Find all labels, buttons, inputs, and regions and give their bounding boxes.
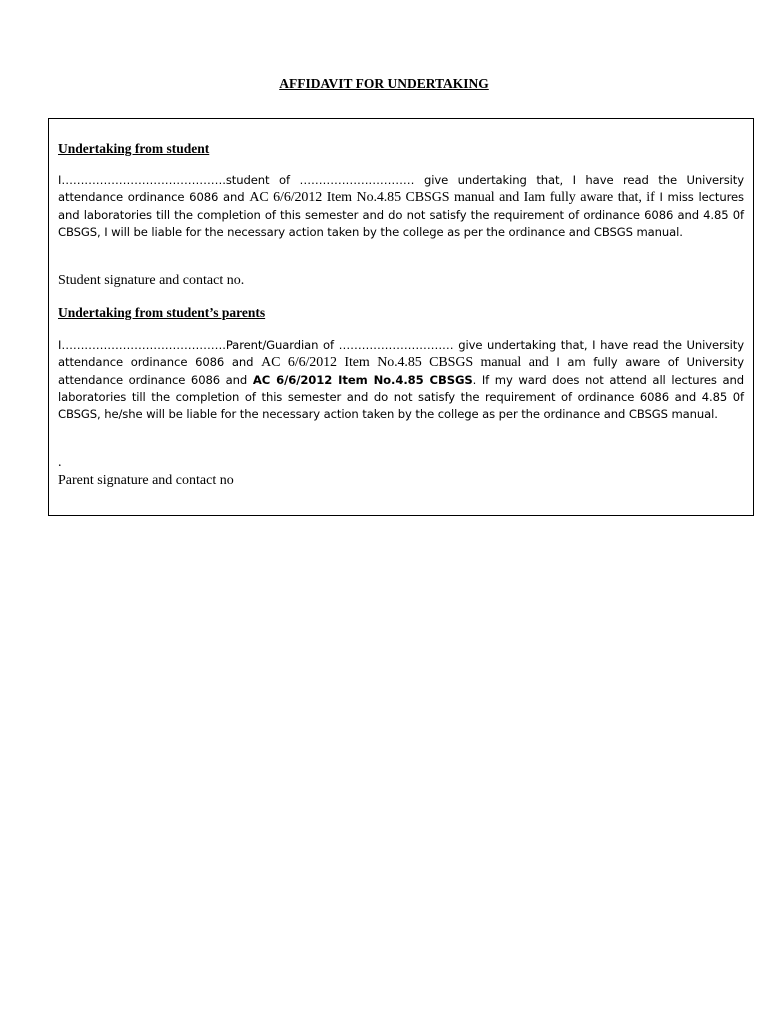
parent-signature-label: Parent signature and contact no: [58, 473, 234, 488]
student-section-heading: Undertaking from student: [58, 141, 210, 156]
parent-text-part-1: I…………………………………….Parent/Guardian of ………………………… give undertaking that, I have read the University attendance ordinance 6086 and: [58, 338, 744, 370]
parent-text-part-4: AC 6/6/2012 Item No.4.85 CBSGS: [252, 372, 473, 387]
parent-text-part-5: . If my ward does not attend all lectures and laboratories till the completion of this semester and do not satisfy the requirement of ordinance 6086 and 4.85 0f CBSGS, he/she will be liable for the necessary action taken by the college as per the ordinance and CBSGS manual.: [58, 372, 744, 422]
student-text-part-1: I…………………………………….student of ………………………… give undertaking that, I have read the University attendance ordinance 6086 and: [58, 173, 744, 205]
student-undertaking-text: [58, 172, 744, 241]
parent-undertaking-text: [58, 337, 744, 423]
parent-text-part-3: I am fully aware of University attendance ordinance 6086 and: [58, 355, 744, 387]
undertaking-box: [48, 118, 754, 516]
separator-dot: .: [58, 455, 62, 470]
document-title: AFFIDAVIT FOR UNDERTAKING: [279, 76, 489, 91]
parent-section-heading: Undertaking from student’s parents: [58, 305, 266, 320]
student-signature-label: Student signature and contact no.: [58, 273, 245, 288]
student-text-part-3: I miss lectures and laboratories till the completion of this semester and do not satisfy the requirement of ordinance 6086 and 4.85 0f CBSGS, I will be liable for the necessary action taken by the college as per the ordinance and CBSGS manual.: [58, 190, 744, 239]
parent-text-part-2: AC 6/6/2012 Item No.4.85 CBSGS manual and: [261, 355, 549, 371]
student-text-part-2: AC 6/6/2012 Item No.4.85 CBSGS manual and Iam fully aware that, if: [249, 190, 655, 206]
